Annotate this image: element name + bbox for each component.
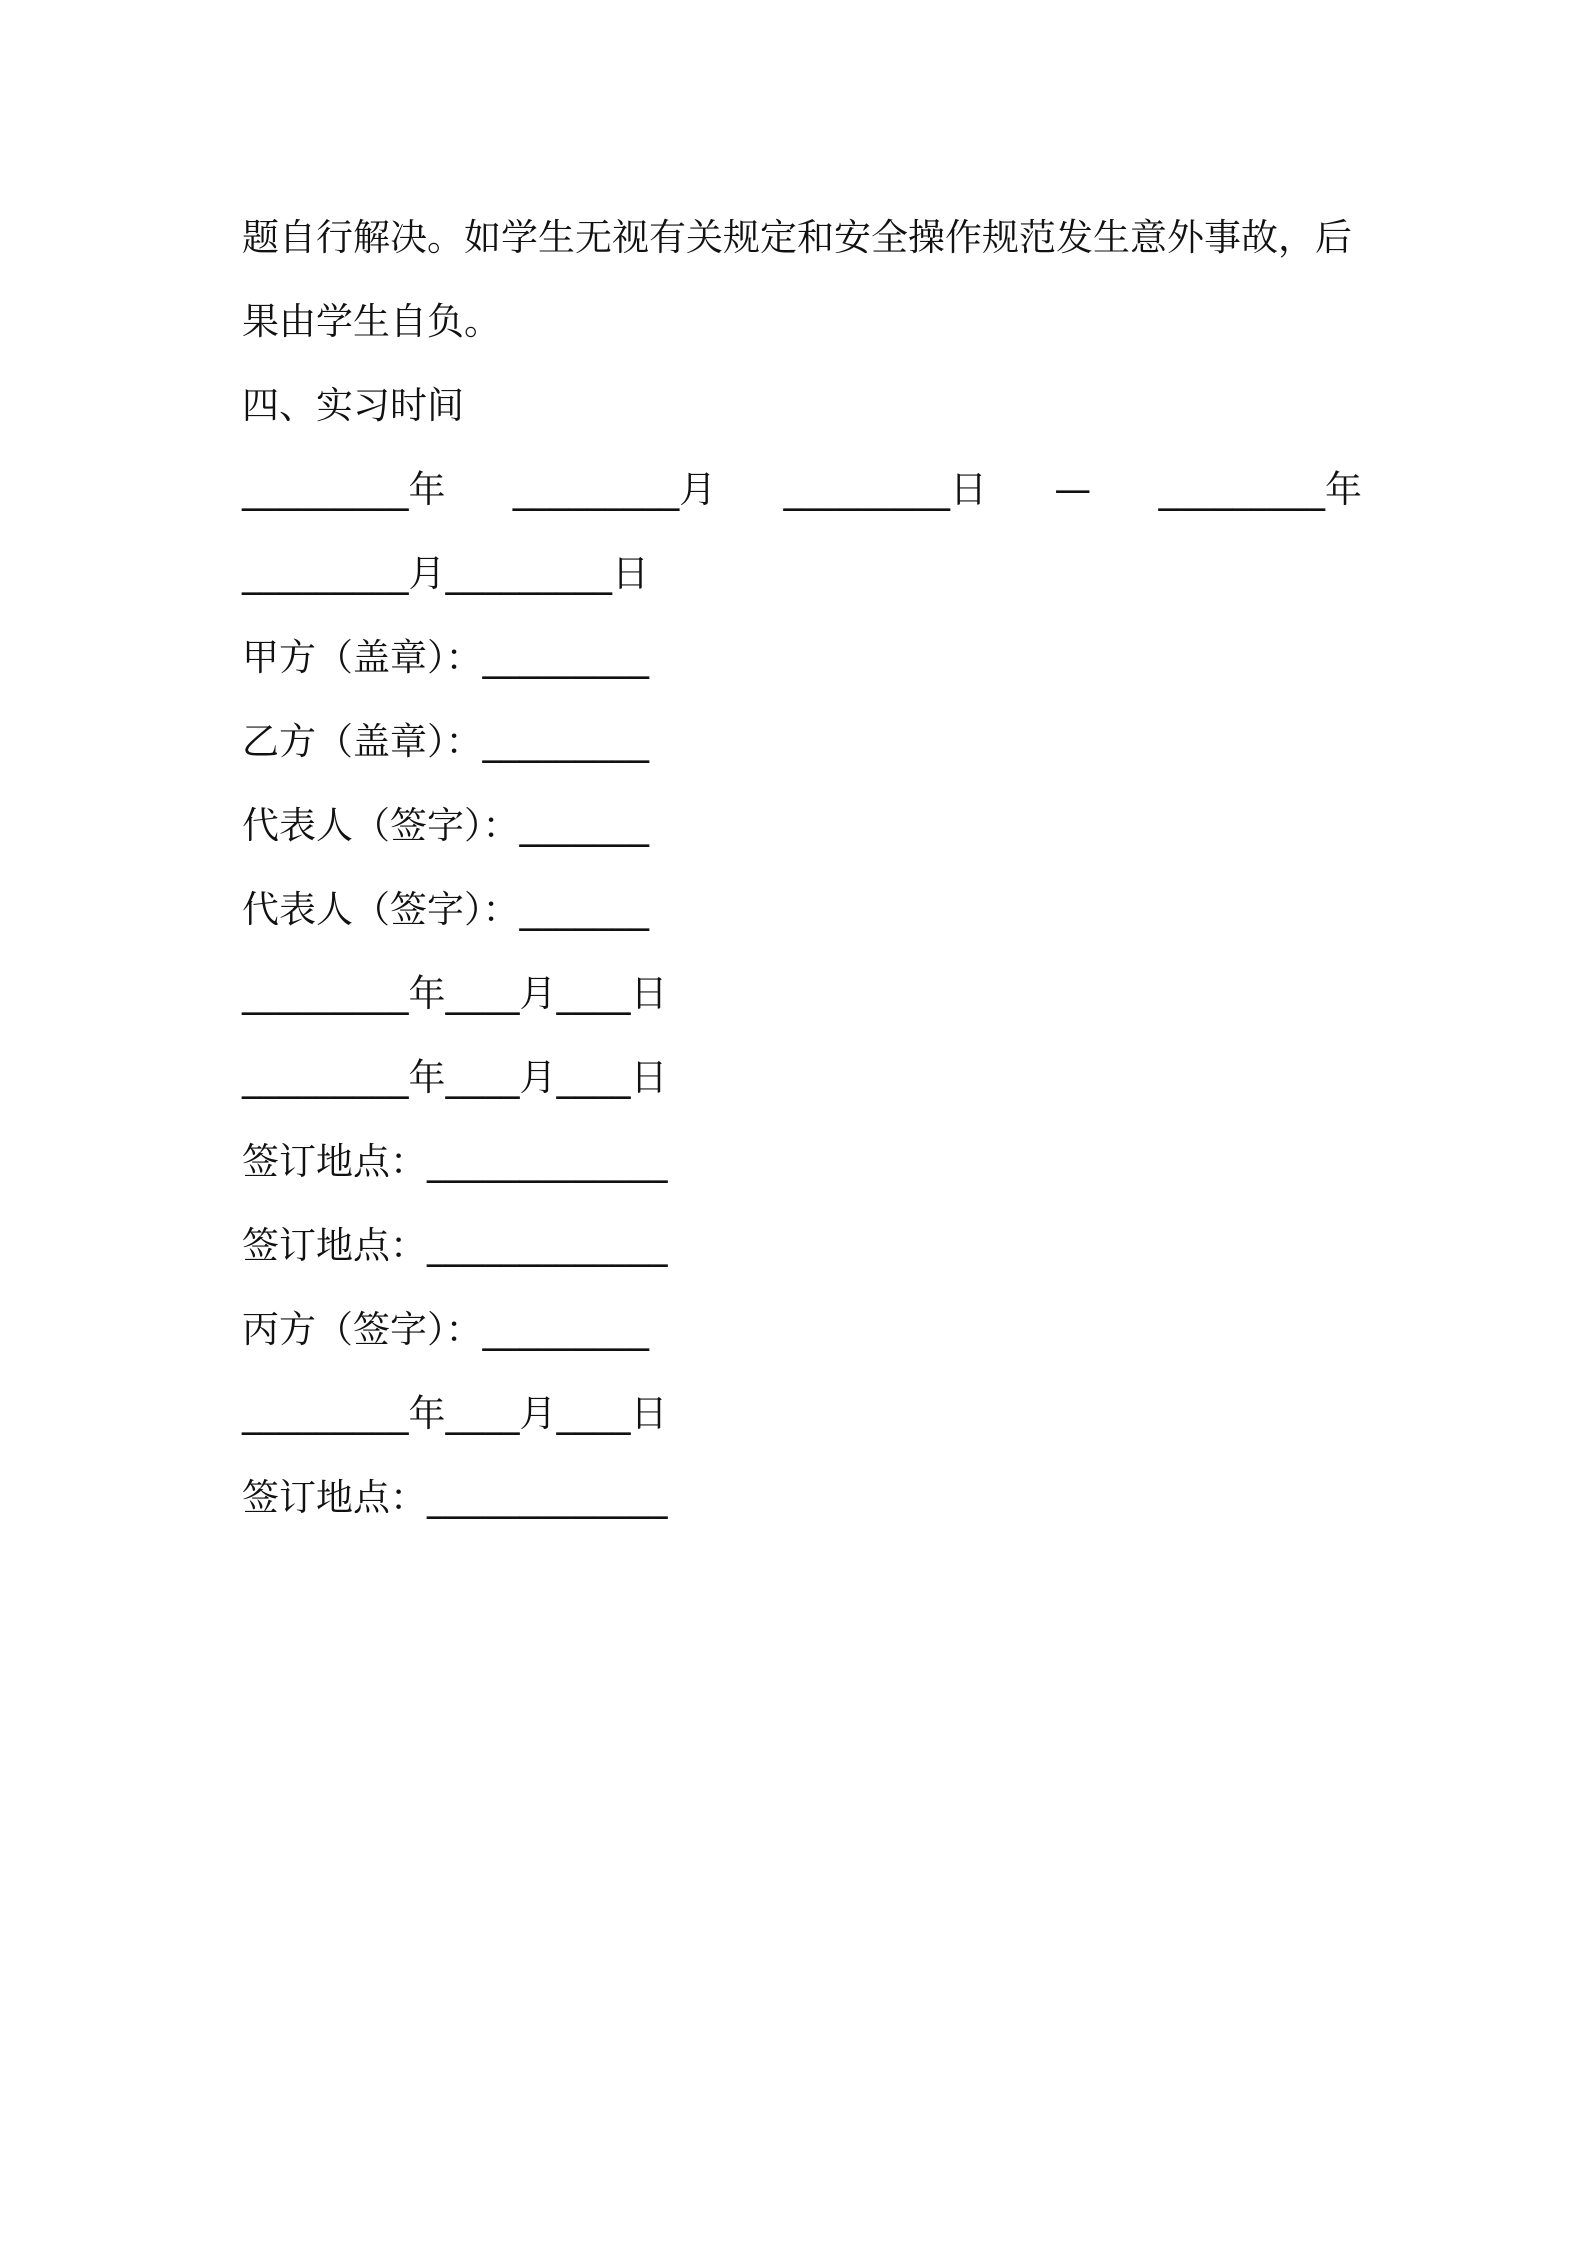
party-b-seal-line: 乙方（盖章）：_________ [242,720,649,763]
start-year-blank: _________年 [242,468,446,511]
signing-place-line: 签订地点：_____________ [242,1140,668,1183]
paragraph-line: 题自行解决。如学生无视有关规定和安全操作规范发生意外事故，后 [242,216,1352,259]
start-month-blank: _________月 [512,468,717,511]
signing-place-line: 签订地点：_____________ [242,1224,668,1267]
date-range-line [242,448,1362,532]
signing-date-line: _________年____月____日 [242,972,668,1015]
range-dash: — [1054,468,1092,511]
start-day-blank: _________日 [783,468,987,511]
section-heading: 四、实习时间 [242,384,464,427]
representative-signature-line: 代表人（签字）：_______ [242,888,649,931]
signing-date-line: _________年____月____日 [242,1056,668,1099]
end-year-blank: _________年 [1158,468,1362,511]
party-a-seal-line: 甲方（盖章）：_________ [242,636,649,679]
signing-date-line: _________年____月____日 [242,1392,668,1435]
end-date-line: _________月_________日 [242,552,649,595]
paragraph-line: 果由学生自负。 [242,300,501,343]
signing-place-line: 签订地点：_____________ [242,1476,668,1519]
document-body [242,196,1362,1540]
representative-signature-line: 代表人（签字）：_______ [242,804,649,847]
party-c-signature-line: 丙方（签字）：_________ [242,1308,649,1351]
